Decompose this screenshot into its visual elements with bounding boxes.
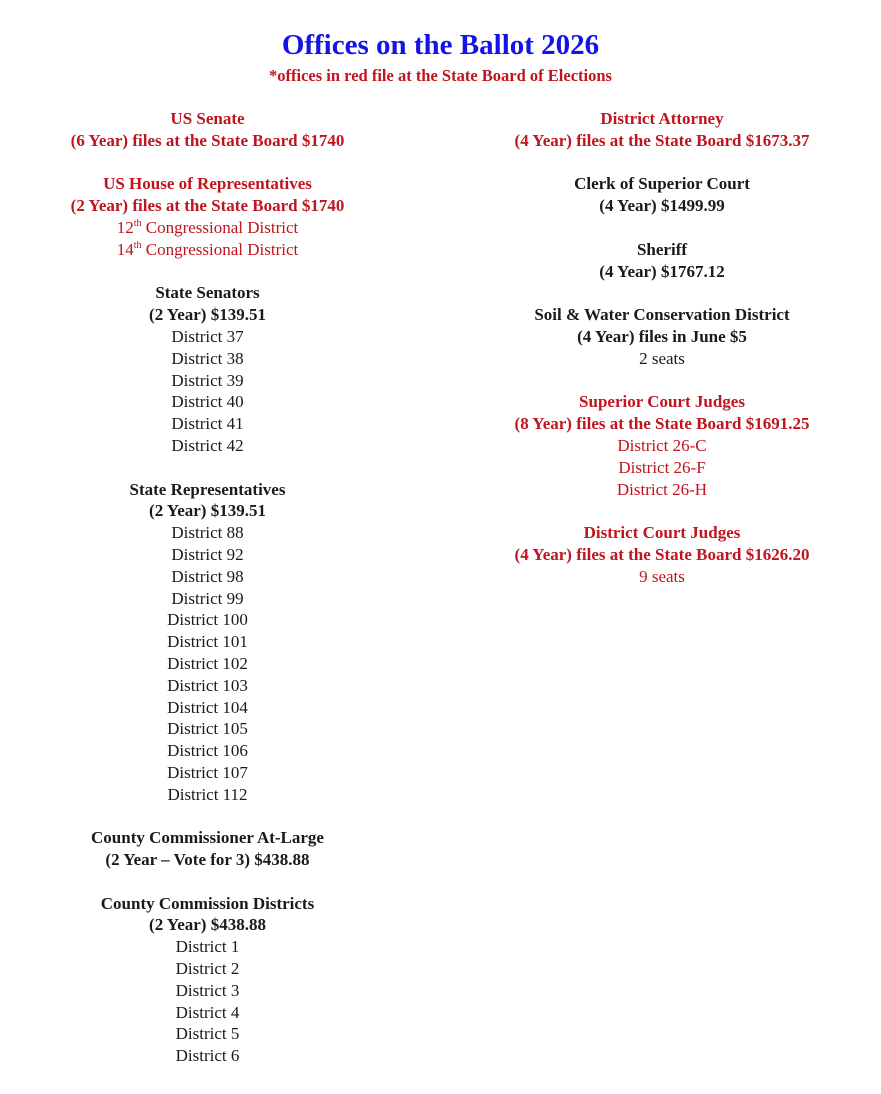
section-heading: US Senate — [170, 109, 245, 128]
section-state-representatives — [30, 479, 385, 806]
district-item: District 37 — [171, 326, 244, 346]
section-heading: County Commissioner At-Large — [91, 828, 324, 848]
district-item: District 101 — [167, 632, 248, 652]
district-item: District 42 — [171, 435, 244, 455]
district-item: District 4 — [175, 1002, 240, 1022]
section-heading: District Court Judges — [583, 523, 741, 543]
seats-note: 9 seats — [639, 566, 685, 586]
section-heading: Superior Court Judges — [579, 392, 745, 412]
district-item: District 98 — [171, 566, 244, 586]
section-soil-water — [470, 304, 854, 369]
district-item: District 106 — [167, 741, 248, 761]
section-term-fee: (6 Year) files at the State Board $1740 — [70, 130, 345, 150]
district-item: District 102 — [167, 653, 248, 673]
district-item: District 41 — [171, 414, 244, 434]
district-item: District 104 — [167, 697, 248, 717]
section-district-court-judges — [470, 522, 854, 587]
section-us-house — [30, 173, 385, 260]
district-item: District 100 — [167, 610, 248, 630]
section-clerk-superior-court — [470, 173, 854, 217]
section-heading: District Attorney — [600, 109, 724, 128]
page-title: Offices on the Ballot 2026 — [281, 29, 600, 61]
section-county-commissioner-at-large — [30, 827, 385, 871]
left-column — [30, 108, 385, 1089]
section-county-commission-districts — [30, 893, 385, 1067]
district-item: District 38 — [171, 348, 244, 368]
seats-note: 2 seats — [639, 348, 685, 368]
section-sheriff — [470, 239, 854, 283]
district-item: District 92 — [171, 544, 244, 564]
section-heading: County Commission Districts — [100, 893, 315, 913]
section-state-senators — [30, 282, 385, 456]
district-item: District 26-F — [618, 457, 706, 477]
section-term-fee: (4 Year) files at the State Board $1626.20 — [514, 544, 810, 564]
district-item: District 1 — [175, 937, 240, 957]
section-heading: Clerk of Superior Court — [574, 174, 750, 194]
district-item: District 26-H — [616, 479, 708, 499]
section-heading: State Senators — [155, 283, 260, 303]
congressional-district: 14th Congressional District — [116, 239, 299, 259]
section-term-fee: (2 Year) files at the State Board $1740 — [70, 196, 345, 216]
district-item: District 103 — [167, 675, 248, 695]
right-column — [470, 108, 854, 609]
section-heading: State Representatives — [129, 479, 286, 499]
district-item: District 40 — [171, 392, 244, 412]
section-term-fee: (4 Year) files in June $5 — [577, 326, 747, 346]
section-heading: Sheriff — [636, 239, 688, 259]
district-item: District 26-C — [617, 435, 707, 455]
section-term-fee: (4 Year) $1499.99 — [599, 196, 725, 216]
section-term-fee: (2 Year) $438.88 — [149, 915, 266, 935]
page-subtitle: *offices in red file at the State Board of Elections — [269, 66, 612, 85]
district-item: District 107 — [167, 762, 248, 782]
section-heading: US House of Representatives — [103, 174, 312, 194]
district-item: District 88 — [171, 523, 244, 543]
section-us-senate — [30, 108, 385, 152]
section-district-attorney — [470, 108, 854, 152]
section-term-fee: (2 Year) $139.51 — [149, 501, 266, 521]
district-item: District 39 — [171, 370, 244, 390]
district-item: District 6 — [175, 1046, 240, 1066]
section-superior-court-judges — [470, 391, 854, 500]
section-heading: Soil & Water Conservation District — [534, 305, 790, 325]
district-item: District 2 — [175, 959, 240, 979]
section-term-fee: (2 Year – Vote for 3) $438.88 — [105, 850, 310, 870]
district-item: District 99 — [171, 588, 244, 608]
section-term-fee: (4 Year) $1767.12 — [599, 261, 725, 281]
section-term-fee: (8 Year) files at the State Board $1691.25 — [514, 414, 810, 434]
section-term-fee: (4 Year) files at the State Board $1673.37 — [514, 130, 810, 150]
section-term-fee: (2 Year) $139.51 — [149, 305, 266, 325]
district-item: District 3 — [175, 980, 240, 1000]
district-item: District 105 — [167, 719, 248, 739]
district-item: District 112 — [167, 784, 248, 804]
congressional-district: 12th Congressional District — [116, 217, 299, 237]
district-item: District 5 — [175, 1024, 240, 1044]
